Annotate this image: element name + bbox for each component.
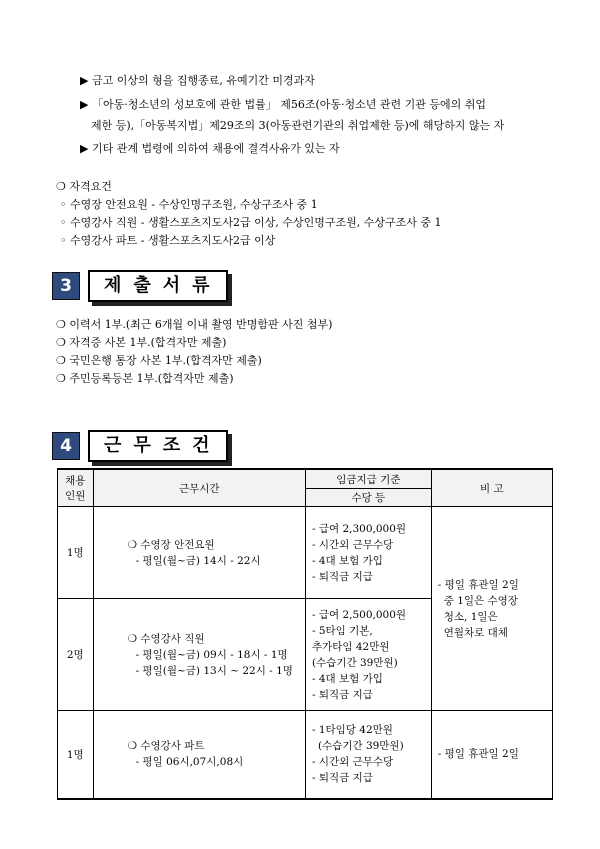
pay-line: - 5타임 기본, (311, 624, 373, 637)
pay-line: - 시간외 근무수당 (311, 538, 394, 551)
note-line: 중 1일은 수영장 (443, 594, 518, 607)
hours-line: ❍ 수영장 안전요원 (127, 538, 215, 551)
row-hours (93, 599, 305, 711)
pay-line: - 급여 2,300,000원 (311, 522, 407, 535)
pay-line: - 시간외 근무수당 (311, 756, 394, 769)
qualify-item: ◦ 수영장 안전요원 - 수상인명구조원, 수상구조사 중 1 (60, 198, 318, 211)
row-pay (305, 711, 431, 799)
pay-line: - 급여 2,500,000원 (311, 608, 407, 621)
pay-line: - 4대 보험 가입 (311, 672, 383, 685)
work-conditions-table (57, 468, 553, 800)
row-count: 1명 (58, 507, 94, 599)
document-item: ❍ 국민은행 통장 사본 1부.(합격자만 제출) (56, 354, 262, 367)
row-count: 1명 (58, 711, 94, 799)
row-pay (305, 507, 431, 599)
pay-line: - 퇴직금 지급 (311, 688, 373, 701)
pay-line: (수습기간 39만원) (311, 656, 398, 669)
header-count-line2: 인원 (65, 490, 86, 502)
row-pay (305, 599, 431, 711)
table-row (58, 711, 553, 799)
note-line: - 평일 휴관일 2일 (437, 748, 519, 761)
note-line: - 평일 휴관일 2일 (437, 578, 519, 591)
header-hours: 근무시간 (93, 469, 305, 507)
document-item: ❍ 주민등록등본 1부.(합격자만 제출) (56, 372, 234, 385)
header-count (58, 469, 94, 507)
hours-line: - 평일(월~금) 14시 - 22시 (135, 554, 261, 567)
hours-line: - 평일 06시,07시,08시 (135, 756, 244, 769)
hours-line: - 평일(월~금) 09시 - 18시 - 1명 (135, 648, 288, 661)
row-note (431, 711, 552, 799)
hours-line: ❍ 수영강사 직원 (127, 632, 205, 645)
disqualify-item-2: ▶ 「아동·청소년의 성보호에 관한 법률」 제56조(아동·청소년 관련 기관 등에의 취업 (80, 98, 486, 111)
row-hours (93, 711, 305, 799)
pay-line: - 1타임당 42만원 (311, 724, 393, 737)
hours-line: ❍ 수영강사 파트 (127, 740, 205, 753)
pay-line: - 4대 보험 가입 (311, 554, 383, 567)
pay-line: (수습기간 39만원) (317, 740, 404, 753)
table-row (58, 507, 553, 599)
note-line: 연월차로 대체 (443, 626, 508, 639)
qualify-item: ◦ 수영강사 직원 - 생활스포츠지도사2급 이상, 수상인명구조원, 수상구조사 중 1 (60, 216, 442, 229)
qualify-header: ❍ 자격요건 (56, 180, 112, 193)
pay-line: 추가타임 42만원 (311, 640, 390, 653)
section-3-title: 제출서류 (88, 270, 228, 302)
header-count-line1: 채용 (65, 475, 86, 487)
document-item: ❍ 자격증 사본 1부.(합격자만 제출) (56, 336, 227, 349)
row-count: 2명 (58, 599, 94, 711)
pay-line: - 퇴직금 지급 (311, 772, 373, 785)
disqualify-item-2-cont: 제한 등),「아동복지법」제29조의 3(아동관련기관의 취업제한 등)에 해당하지 않는 자 (91, 119, 505, 132)
row-hours (93, 507, 305, 599)
section-4-number: 4 (52, 432, 80, 460)
hours-line: - 평일(월~금) 13시 ~ 22시 - 1명 (135, 664, 293, 677)
document-item: ❍ 이력서 1부.(최근 6개월 이내 촬영 반명함판 사진 첨부) (56, 318, 333, 331)
qualify-item: ◦ 수영강사 파트 - 생활스포츠지도사2급 이상 (60, 234, 276, 247)
pay-line: - 퇴직금 지급 (311, 570, 373, 583)
row-note-shared (431, 507, 552, 711)
section-4-title: 근무조건 (88, 430, 228, 462)
header-note: 비 고 (431, 469, 552, 507)
header-pay-top: 임금지급 기준 (305, 469, 431, 489)
header-pay-bottom: 수당 등 (305, 489, 431, 507)
disqualify-item-1: ▶ 금고 이상의 형을 집행종료, 유예기간 미경과자 (80, 74, 315, 87)
disqualify-item-3: ▶ 기타 관계 법령에 의하여 채용에 결격사유가 있는 자 (80, 142, 340, 155)
note-line: 청소, 1일은 (443, 610, 498, 623)
section-3-number: 3 (52, 272, 80, 300)
